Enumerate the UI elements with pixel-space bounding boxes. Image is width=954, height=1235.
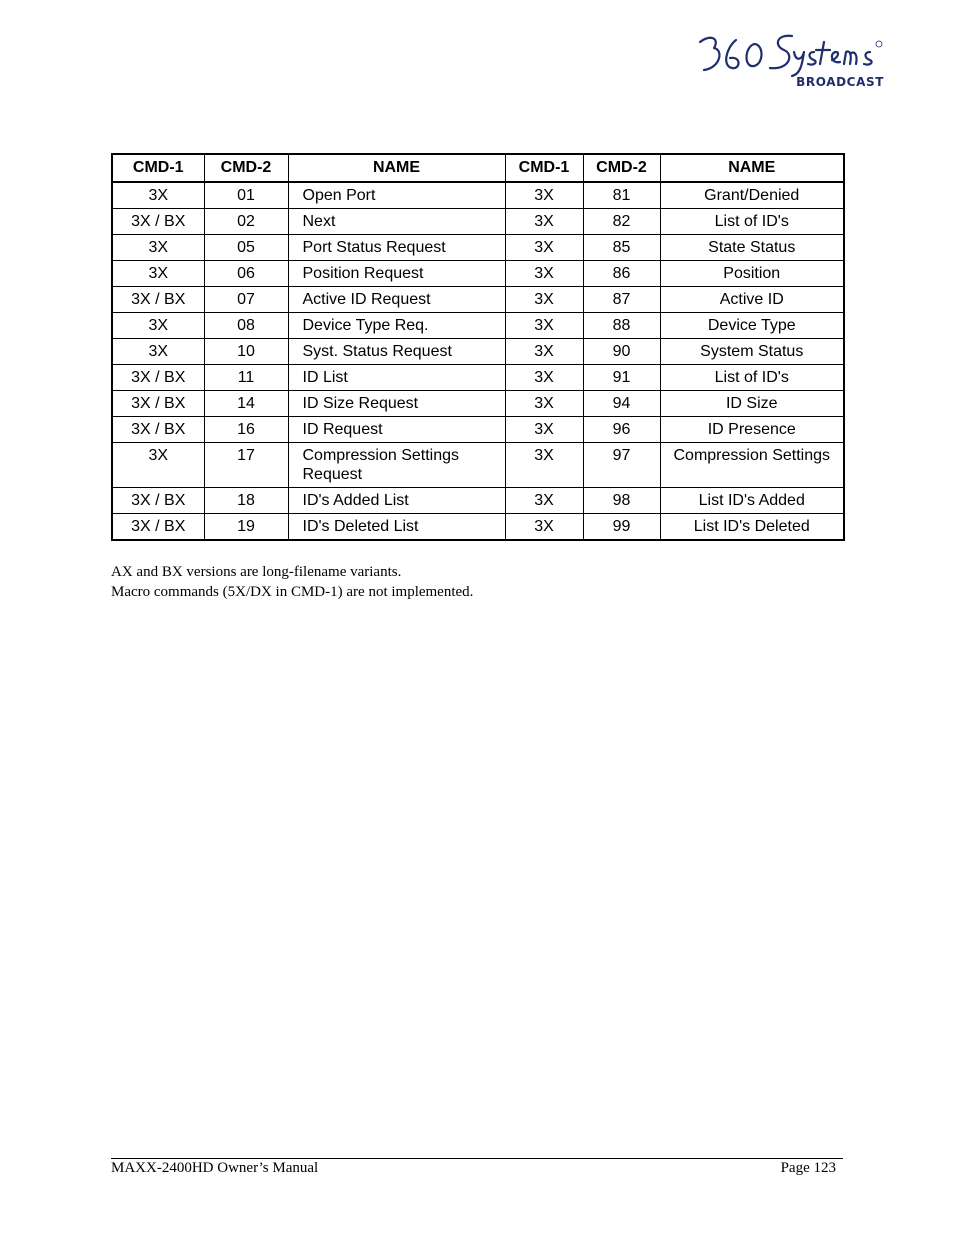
cell-name-right: ID Size: [660, 391, 844, 417]
cell-cmd1-left: 3X: [112, 313, 204, 339]
table-row: [112, 417, 844, 443]
cell-name-left: Syst. Status Request: [288, 339, 505, 365]
cell-cmd1-right: 3X: [505, 514, 583, 541]
cell-name-left: ID's Deleted List: [288, 514, 505, 541]
table-row: [112, 488, 844, 514]
cell-cmd1-left: 3X / BX: [112, 209, 204, 235]
cell-cmd1-right: 3X: [505, 488, 583, 514]
table-row: [112, 443, 844, 488]
cell-cmd2-left: 11: [204, 365, 288, 391]
cell-cmd2-right: 98: [583, 488, 660, 514]
table-row: [112, 313, 844, 339]
table-row: [112, 209, 844, 235]
cell-name-right: Device Type: [660, 313, 844, 339]
logo-subtitle: BROADCAST: [796, 75, 884, 89]
cell-name-left: Position Request: [288, 261, 505, 287]
cell-cmd1-left: 3X: [112, 443, 204, 488]
cell-name-left: ID Request: [288, 417, 505, 443]
cell-cmd1-right: 3X: [505, 182, 583, 209]
header-cmd1-right: CMD-1: [505, 154, 583, 182]
header-cmd2-left: CMD-2: [204, 154, 288, 182]
cell-cmd2-left: 16: [204, 417, 288, 443]
table-row: [112, 182, 844, 209]
cell-name-right: Compression Settings: [660, 443, 844, 488]
table-row: [112, 261, 844, 287]
cell-cmd2-left: 05: [204, 235, 288, 261]
cell-cmd2-right: 94: [583, 391, 660, 417]
cell-name-left: Device Type Req.: [288, 313, 505, 339]
cell-cmd2-right: 96: [583, 417, 660, 443]
header-cmd1-left: CMD-1: [112, 154, 204, 182]
cell-cmd2-left: 01: [204, 182, 288, 209]
cell-name-left: Active ID Request: [288, 287, 505, 313]
cell-cmd2-left: 07: [204, 287, 288, 313]
cell-name-left: Compression Settings Request: [288, 443, 505, 488]
cell-cmd1-left: 3X: [112, 235, 204, 261]
cell-name-right: List ID's Deleted: [660, 514, 844, 541]
cell-name-right: List ID's Added: [660, 488, 844, 514]
cell-cmd1-left: 3X / BX: [112, 391, 204, 417]
cell-cmd2-right: 85: [583, 235, 660, 261]
cell-name-right: List of ID's: [660, 209, 844, 235]
cell-cmd1-right: 3X: [505, 209, 583, 235]
note-line: Macro commands (5X/DX in CMD-1) are not implemented.: [111, 584, 474, 600]
cell-cmd1-right: 3X: [505, 365, 583, 391]
cell-name-right: Grant/Denied: [660, 182, 844, 209]
footer-manual-title: MAXX-2400HD Owner’s Manual: [111, 1160, 319, 1176]
cell-cmd1-left: 3X / BX: [112, 514, 204, 541]
cell-cmd1-right: 3X: [505, 417, 583, 443]
cell-cmd2-right: 88: [583, 313, 660, 339]
cell-cmd1-left: 3X: [112, 261, 204, 287]
cell-cmd2-left: 18: [204, 488, 288, 514]
cell-name-left: Open Port: [288, 182, 505, 209]
cell-cmd1-right: 3X: [505, 339, 583, 365]
cell-cmd2-right: 86: [583, 261, 660, 287]
footer-divider: [111, 1158, 843, 1159]
table-header-row: [112, 154, 844, 182]
cell-cmd1-right: 3X: [505, 287, 583, 313]
cell-cmd1-left: 3X / BX: [112, 488, 204, 514]
table-body: [112, 182, 844, 540]
table-row: [112, 287, 844, 313]
cell-cmd1-right: 3X: [505, 443, 583, 488]
cell-name-right: State Status: [660, 235, 844, 261]
cell-cmd1-right: 3X: [505, 235, 583, 261]
header-name-right: NAME: [660, 154, 844, 182]
table-row: [112, 391, 844, 417]
header-name-left: NAME: [288, 154, 505, 182]
cell-cmd2-right: 91: [583, 365, 660, 391]
cell-cmd1-left: 3X: [112, 182, 204, 209]
cell-cmd2-right: 81: [583, 182, 660, 209]
cell-name-right: System Status: [660, 339, 844, 365]
table-notes: [111, 562, 473, 602]
cell-cmd2-right: 82: [583, 209, 660, 235]
cell-name-right: Active ID: [660, 287, 844, 313]
cell-name-right: List of ID's: [660, 365, 844, 391]
cell-cmd1-left: 3X: [112, 339, 204, 365]
cell-cmd2-left: 17: [204, 443, 288, 488]
cell-name-right: ID Presence: [660, 417, 844, 443]
footer-page-number: Page 123: [780, 1160, 836, 1176]
cell-cmd2-left: 19: [204, 514, 288, 541]
cell-cmd2-right: 87: [583, 287, 660, 313]
table-row: [112, 339, 844, 365]
cell-name-left: ID's Added List: [288, 488, 505, 514]
cell-cmd1-right: 3X: [505, 391, 583, 417]
cell-cmd2-left: 06: [204, 261, 288, 287]
note-line: AX and BX versions are long-filename variants.: [111, 564, 402, 580]
cell-cmd2-right: 99: [583, 514, 660, 541]
cell-cmd1-right: 3X: [505, 261, 583, 287]
cell-cmd1-right: 3X: [505, 313, 583, 339]
logo-script-mark: [696, 30, 886, 80]
header-cmd2-right: CMD-2: [583, 154, 660, 182]
cell-cmd1-left: 3X / BX: [112, 287, 204, 313]
command-table: [111, 153, 845, 541]
cell-name-left: Port Status Request: [288, 235, 505, 261]
cell-cmd1-left: 3X / BX: [112, 365, 204, 391]
table-row: [112, 235, 844, 261]
cell-cmd2-right: 90: [583, 339, 660, 365]
cell-cmd2-left: 10: [204, 339, 288, 365]
cell-name-left: ID List: [288, 365, 505, 391]
table-row: [112, 514, 844, 541]
cell-name-right: Position: [660, 261, 844, 287]
cell-cmd1-left: 3X / BX: [112, 417, 204, 443]
cell-cmd2-left: 14: [204, 391, 288, 417]
table-row: [112, 365, 844, 391]
cell-cmd2-left: 08: [204, 313, 288, 339]
cell-name-left: Next: [288, 209, 505, 235]
cell-name-left: ID Size Request: [288, 391, 505, 417]
cell-cmd2-right: 97: [583, 443, 660, 488]
cell-cmd2-left: 02: [204, 209, 288, 235]
company-logo: [696, 30, 886, 92]
